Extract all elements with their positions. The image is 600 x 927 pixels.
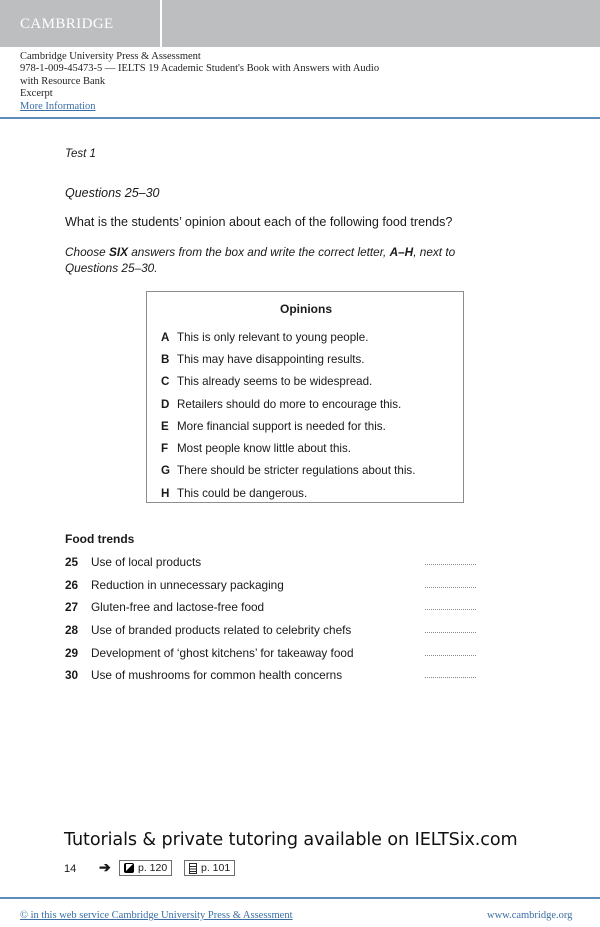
opinion-option bbox=[147, 393, 465, 415]
arrow-right-icon: ➔ bbox=[99, 859, 111, 875]
food-trend-row bbox=[0, 668, 600, 691]
footer-website-link[interactable]: www.cambridge.org bbox=[487, 910, 573, 921]
answers-page-reference[interactable] bbox=[184, 860, 235, 876]
answer-blank[interactable] bbox=[425, 587, 476, 588]
instruction-text-1: Choose bbox=[65, 245, 109, 259]
page-content bbox=[0, 118, 600, 895]
opinion-letter: F bbox=[161, 442, 169, 456]
footer-rule bbox=[0, 897, 600, 899]
food-trend-row bbox=[0, 600, 600, 623]
opinion-text: This is only relevant to young people. bbox=[177, 330, 369, 344]
opinion-text: This may have disappointing results. bbox=[177, 352, 365, 366]
food-trend-row bbox=[0, 578, 600, 601]
answer-blank[interactable] bbox=[425, 677, 476, 678]
food-trends-list bbox=[0, 555, 600, 691]
opinion-option bbox=[147, 437, 465, 459]
food-trend-row bbox=[0, 623, 600, 646]
isbn-title-line: 978-1-009-45473-5 — IELTS 19 Academic Student's Book with Answers with Audio bbox=[20, 63, 380, 75]
resource-bank-line: with Resource Bank bbox=[20, 75, 106, 87]
opinion-option bbox=[147, 482, 465, 504]
food-trend-text: Reduction in unnecessary packaging bbox=[91, 577, 284, 592]
more-information-link[interactable]: More Information bbox=[20, 100, 96, 112]
opinion-option bbox=[147, 415, 465, 437]
top-banner bbox=[0, 0, 600, 47]
audio-page-reference[interactable] bbox=[119, 860, 172, 876]
opinion-text: Retailers should do more to encourage this. bbox=[177, 397, 402, 411]
opinion-text: This could be dangerous. bbox=[177, 486, 308, 500]
opinion-letter: C bbox=[161, 375, 170, 389]
question-instruction bbox=[65, 245, 485, 276]
opinion-option bbox=[147, 326, 465, 348]
audio-icon bbox=[124, 863, 134, 873]
answers-page-label: p. 101 bbox=[201, 862, 231, 874]
food-trend-text: Gluten-free and lactose-free food bbox=[91, 600, 265, 615]
promo-banner-text: Tutorials & private tutoring available on IELTSix.com bbox=[64, 830, 518, 850]
opinion-letter: A bbox=[161, 330, 170, 344]
question-number: 29 bbox=[65, 645, 79, 660]
opinion-letter: D bbox=[161, 397, 170, 411]
opinions-box bbox=[146, 291, 464, 503]
opinion-text: This already seems to be widespread. bbox=[177, 375, 373, 389]
instruction-bold-six: SIX bbox=[108, 245, 128, 259]
answer-blank[interactable] bbox=[425, 564, 476, 565]
opinion-option bbox=[147, 371, 465, 393]
question-number: 28 bbox=[65, 623, 79, 638]
questions-range-heading: Questions 25–30 bbox=[65, 186, 160, 200]
question-prompt: What is the students’ opinion about each of the following food trends? bbox=[65, 215, 453, 229]
page-number: 14 bbox=[64, 863, 77, 875]
food-trend-text: Use of mushrooms for common health concerns bbox=[91, 668, 343, 683]
opinions-box-title: Opinions bbox=[280, 302, 332, 316]
footer-copyright[interactable]: © in this web service Cambridge University Press & Assessment bbox=[20, 910, 293, 921]
opinions-option-list bbox=[147, 326, 465, 504]
test-label: Test 1 bbox=[65, 148, 96, 160]
food-trend-row bbox=[0, 555, 600, 578]
audio-page-label: p. 120 bbox=[138, 862, 168, 874]
question-number: 26 bbox=[65, 577, 79, 592]
question-number: 27 bbox=[65, 600, 79, 615]
food-trends-heading: Food trends bbox=[65, 532, 135, 546]
opinion-text: Most people know little about this. bbox=[177, 442, 352, 456]
opinion-text: There should be stricter regulations about this. bbox=[177, 464, 416, 478]
food-trend-text: Use of branded products related to celebrity chefs bbox=[91, 623, 352, 638]
instruction-text-3: , next to Questions 25–30. bbox=[65, 245, 456, 275]
answer-blank[interactable] bbox=[425, 632, 476, 633]
publisher-name: Cambridge University Press & Assessment bbox=[20, 51, 201, 62]
excerpt-label: Excerpt bbox=[20, 88, 53, 100]
food-trend-text: Development of ‘ghost kitchens’ for takeaway food bbox=[91, 645, 354, 660]
document-icon bbox=[189, 863, 197, 874]
cambridge-logo: cambridge bbox=[20, 9, 114, 33]
question-number: 25 bbox=[65, 555, 79, 569]
opinion-option bbox=[147, 460, 465, 482]
answer-blank[interactable] bbox=[425, 609, 476, 610]
opinion-letter: G bbox=[161, 464, 171, 478]
publication-header bbox=[20, 51, 580, 113]
opinion-letter: H bbox=[161, 486, 170, 500]
food-trend-row bbox=[0, 646, 600, 669]
banner-divider bbox=[160, 0, 162, 47]
opinion-option bbox=[147, 348, 465, 370]
instruction-bold-range: A–H bbox=[389, 245, 414, 259]
opinion-letter: B bbox=[161, 352, 170, 366]
instruction-text-2: answers from the box and write the correct letter, bbox=[127, 245, 390, 259]
question-number: 30 bbox=[65, 668, 79, 683]
answer-blank[interactable] bbox=[425, 655, 476, 656]
food-trend-text: Use of local products bbox=[91, 555, 202, 569]
opinion-text: More financial support is needed for this. bbox=[177, 419, 386, 433]
opinion-letter: E bbox=[161, 419, 169, 433]
